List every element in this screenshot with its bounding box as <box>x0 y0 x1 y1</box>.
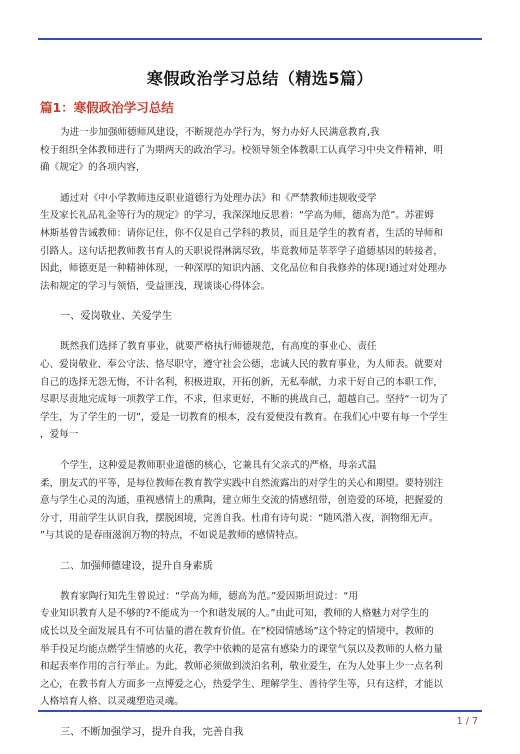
bottom-rule <box>38 710 482 712</box>
body-paragraph <box>40 338 480 444</box>
text-line: 个学生，这种爱是教师职业道德的核心，它兼具有父亲式的严格，母亲式温 <box>60 459 377 471</box>
text-line: 既然我们选择了教育事业，就要严格执行师德规范，有高度的事业心、责任 <box>60 341 377 353</box>
subsection-heading: 三、不断加强学习，提升自我，完善自我 <box>60 727 244 739</box>
document-body <box>40 124 480 754</box>
text-line: 尽职尽责地完成每一项教学工作，不求，但求更好，不断的挑战自己，超越自己。坚持“一切为了 <box>40 394 448 406</box>
text-line: 法和规定的学习与领悟，受益匪浅，现谈谈心得体会。 <box>40 280 271 292</box>
document-title: 寒假政治学习总结（精选5篇） <box>146 69 374 88</box>
text-line: 成长以及全面发展具有不可估量的潜在教育价值。在”校园情感场”这个特定的情境中，教师的 <box>40 626 434 638</box>
text-line: 和起表率作用的言行举止。为此，教师必须做到淡泊名利，敬业爱生，在为人处事上少一点名利 <box>40 661 443 673</box>
text-line: 专业知识教育人是不够的?不能成为一个和谐发展的人。”由此可知，教师的人格魅力对学生的 <box>40 608 430 620</box>
subsection-heading: 二、加强师德建设，提升自身素质 <box>60 560 213 572</box>
text-line: 因此，师德更是一种精神体现，一种深厚的知识内涵、文化品位和自我修养的体现!通过对处理办 <box>40 263 447 275</box>
text-line: 自己的选择无怨无悔，不计名利，积极进取，开拓创新，无私奉献，力求干好自己的本职工作， <box>40 376 443 388</box>
body-paragraph <box>40 588 480 711</box>
text-line: 之心，在教书育人方面多一点博爱之心，热爱学生、理解学生、善待学生等，只有这样，才能以 <box>40 678 443 690</box>
text-line: 举手投足均能点燃学生情感的火花，教学中依赖的是富有感染力的课堂气氛以及教师的人格力量 <box>40 643 443 655</box>
text-line: 学生，为了学生的一切”，爱是一切教育的根本，没有爱便没有教育。在我们心中要有每一个学生 <box>40 411 448 423</box>
text-line: 为进一步加强师德师风建设，不断规范办学行为，努力办好人民满意教育,我 <box>60 127 380 138</box>
text-line: ，爱每一 <box>40 429 79 441</box>
text-line: 引路人。这句话把教师教书育人的天职说得淋漓尽致，毕竟教师是莘莘学子道德基因的转接者， <box>40 245 443 257</box>
body-paragraph <box>40 457 480 545</box>
text-line: ”与其说的是春雨滋润万物的特点，不如说是教师的感情特点。 <box>40 530 305 542</box>
body-paragraph <box>40 124 480 177</box>
text-line: 心、爱岗敬业、奉公守法、恪尽职守，遵守社会公德，忠诚人民的教育事业，为人师表。就要对 <box>40 358 443 370</box>
section-heading: 篇1：寒假政治学习总结 <box>40 100 174 115</box>
text-line: 通过对《中小学教师违反职业道德行为处理办法》和《严禁教师违规收受学 <box>60 192 377 204</box>
subsection-heading: 一、爱岗敬业、关爱学生 <box>60 311 173 323</box>
page-number: 1 / 7 <box>456 716 478 727</box>
text-line: 意与学生心灵的沟通，重视感情上的熏陶，建立师生交流的情感纽带，创造爱的环境，把握爱的 <box>40 495 443 507</box>
text-line: 人格培育人格、以灵魂塑造灵魂。 <box>40 696 184 708</box>
text-line: 校于组织全体教师进行了为期两天的政治学习。校领导领全体教职工认真学习中央文件精神，明 <box>40 144 443 156</box>
body-paragraph <box>40 190 480 296</box>
text-line: 确《规定》的各项内容， <box>40 162 146 174</box>
text-line: 教育家陶行知先生曾说过：“学高为师，德高为范。”爱因斯坦说过：“用 <box>60 590 358 602</box>
text-line: 分寸，用前学生认识自我，摆脱困境，完善自我。杜甫有诗句说：“随风潜入夜，润物细无声。 <box>40 512 439 524</box>
text-line: 林斯基曾告诫教师：请你记住，你不仅是自己学科的教员，而且是学生的教育者，生活的导师和 <box>40 227 443 239</box>
text-line: 生及家长礼品礼金等行为的规定》的学习，我深深地反思着：“学高为师，德高为范”。苏霍姆 <box>40 210 434 222</box>
text-line: 柔，朋友式的平等，是每位教师在教育教学实践中自然流露出的对学生的关心和期望。要特别注 <box>40 477 443 489</box>
top-rule <box>38 38 482 40</box>
